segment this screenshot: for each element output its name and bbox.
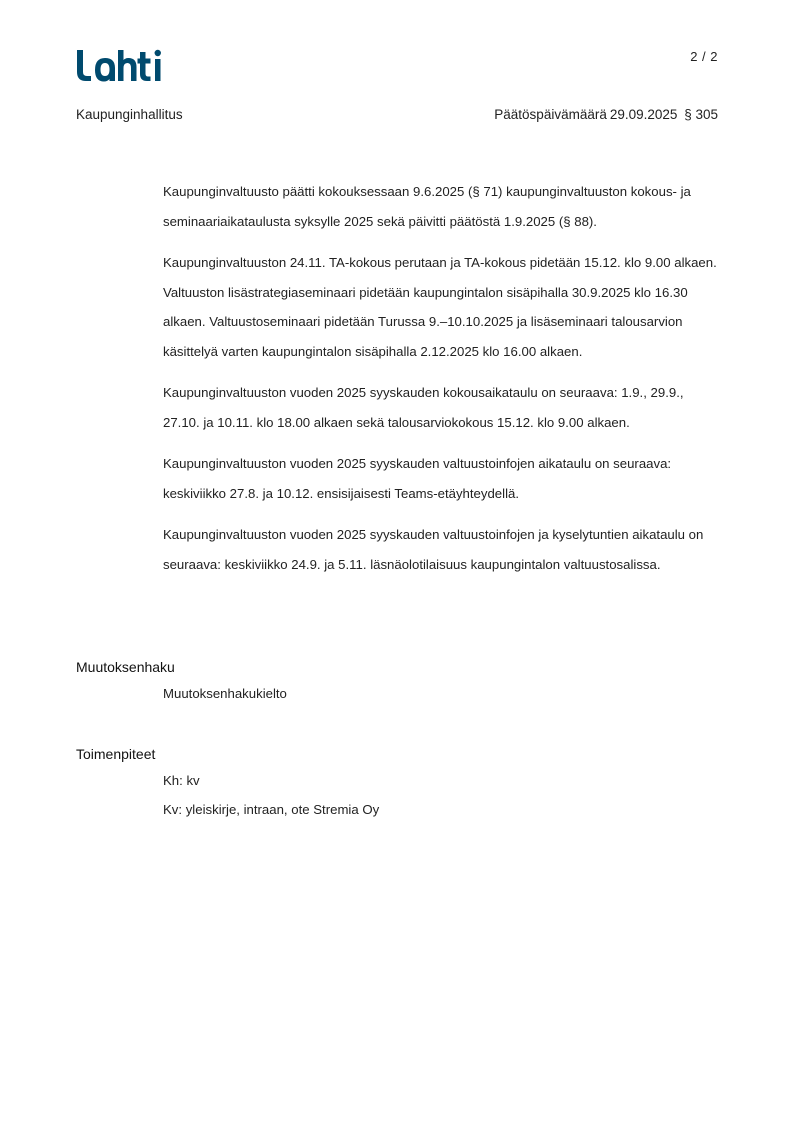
body-paragraph: Kaupunginvaltuuston vuoden 2025 syyskauden kokousaikataulu on seuraava: 1.9., 29.9., 27.10. ja 10.11. klo 18.00 alkaen sekä talousarviokokous 15.12. klo 9.00 alkaen.: [163, 385, 684, 430]
section-number: § 305: [684, 107, 718, 122]
body-paragraph: Kaupunginvaltuuston 24.11. TA-kokous perutaan ja TA-kokous pidetään 15.12. klo 9.00 alkaen. Valtuuston lisästrategiaseminaari pidetään kaupungintalon sisäpihalla 30.9.2025 klo 16.30 alkaen. Valtuustoseminaari pidetään Turussa 9.–10.10.2025 ja lisäseminaari talousarvion käsittelyä varten kaupungintalon sisäpihalla 2.12.2025 klo 16.00 alkaen.: [163, 255, 717, 359]
body-paragraph: Kaupunginvaltuuston vuoden 2025 syyskauden valtuustoinfojen aikataulu on seuraava: keskiviikko 27.8. ja 10.12. ensisijaisesti Teams-etäyhteydellä.: [163, 456, 672, 501]
lahti-logo: [75, 48, 167, 82]
page-number: 2 / 2: [690, 49, 718, 64]
appeal-value: Muutoksenhakukielto: [163, 686, 287, 701]
body-paragraph: Kaupunginvaltuusto päätti kokouksessaan 9.6.2025 (§ 71) kaupunginvaltuuston kokous- ja seminaariaikataulusta syksylle 2025 sekä päivitti päätöstä 1.9.2025 (§ 88).: [163, 184, 691, 229]
lahti-logo-icon: [75, 48, 167, 82]
organization-name: Kaupunginhallitus: [76, 107, 183, 122]
action-item: Kv: yleiskirje, intraan, ote Stremia Oy: [163, 802, 380, 817]
decision-body: [163, 177, 723, 591]
decision-date: 29.09.2025: [609, 107, 678, 122]
action-item: Kh: kv: [163, 773, 200, 788]
body-paragraph: Kaupunginvaltuuston vuoden 2025 syyskauden valtuustoinfojen ja kyselytuntien aikataulu on seuraava: keskiviikko 24.9. ja 5.11. läsnäolotilaisuus kaupungintalon valtuustosalissa.: [163, 527, 704, 572]
appeal-heading: Muutoksenhaku: [76, 659, 175, 675]
decision-date-label: Päätöspäivämäärä: [494, 107, 607, 122]
decision-date-line: [494, 107, 718, 122]
actions-heading: Toimenpiteet: [76, 746, 156, 762]
